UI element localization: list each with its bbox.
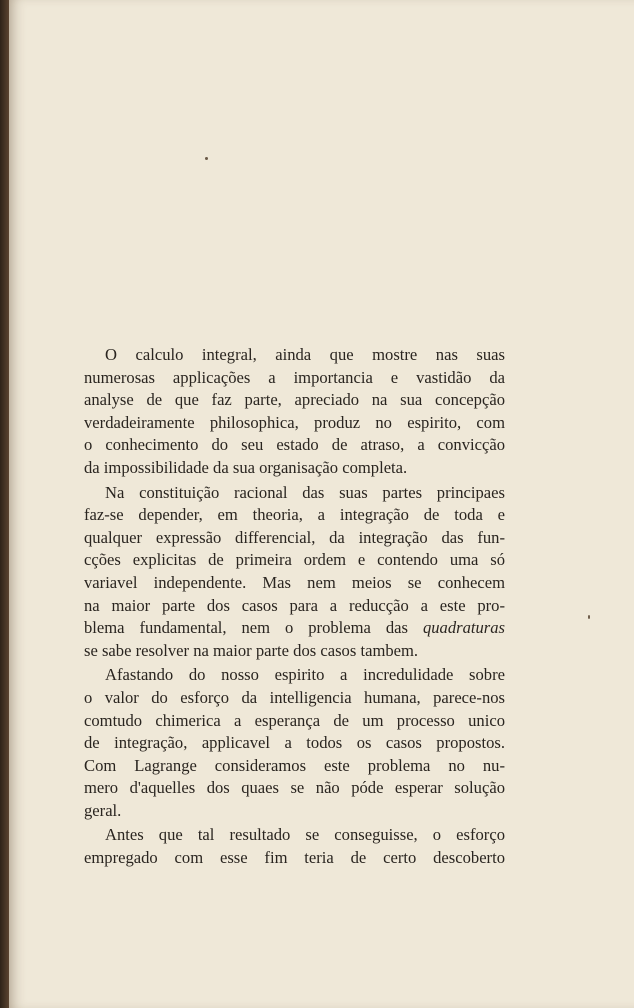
text-line: de integração, applicavel a todos os casos propostos. [84, 733, 505, 753]
ink-speck [588, 615, 590, 619]
paragraph-4 [84, 824, 505, 869]
book-gutter [0, 0, 9, 1008]
text-line: faz-se depender, em theoria, a integração de toda e [84, 505, 505, 525]
text-line: o valor do esforço da intelligencia humana, parece-nos [84, 687, 505, 707]
text-line: Com Lagrange consideramos este problema no nu- [84, 755, 505, 775]
text-line-with-italic [84, 617, 505, 640]
text-line: analyse de que faz parte, apreciado na sua concepção [84, 390, 505, 410]
text-line: variavel independente. Mas nem meios se conhecem [84, 572, 505, 592]
text-segment: blema fundamental, nem o problema das [84, 618, 408, 638]
paragraph-3 [84, 664, 505, 822]
text-line: empregado com esse fim teria de certo descoberto [84, 848, 505, 868]
ink-speck [205, 157, 208, 160]
text-line: se sabe resolver na maior parte dos casos tambem. [84, 640, 419, 660]
text-line: da impossibilidade da sua organisação completa. [84, 457, 408, 477]
text-line: na maior parte dos casos para a reducção a este pro- [84, 595, 505, 615]
text-line: qualquer expressão differencial, da integração das fun- [84, 527, 505, 547]
paragraph-2 [84, 482, 505, 663]
paragraph-1 [84, 344, 505, 480]
text-line: o conhecimento do seu estado de atraso, a convicção [84, 435, 505, 455]
text-line: numerosas applicações a importancia e vastidão da [84, 367, 505, 387]
text-line: O calculo integral, ainda que mostre nas suas [105, 345, 505, 364]
text-line: mero d'aquelles dos quaes se não póde esperar solução [84, 778, 505, 798]
text-line: Na constituição racional das suas partes principaes [105, 482, 505, 502]
text-line: comtudo chimerica a esperança de um processo unico [84, 710, 505, 730]
body-text [84, 344, 505, 872]
text-line: cções explicitas de primeira ordem e contendo uma só [84, 550, 505, 570]
italic-word: quadraturas [422, 618, 505, 638]
text-line: Afastando do nosso espirito a incredulidade sobre [105, 665, 505, 685]
text-line: geral. [84, 800, 122, 820]
text-line: verdadeiramente philosophica, produz no espirito, com [84, 412, 505, 432]
text-line: Antes que tal resultado se conseguisse, o esforço [105, 825, 505, 845]
